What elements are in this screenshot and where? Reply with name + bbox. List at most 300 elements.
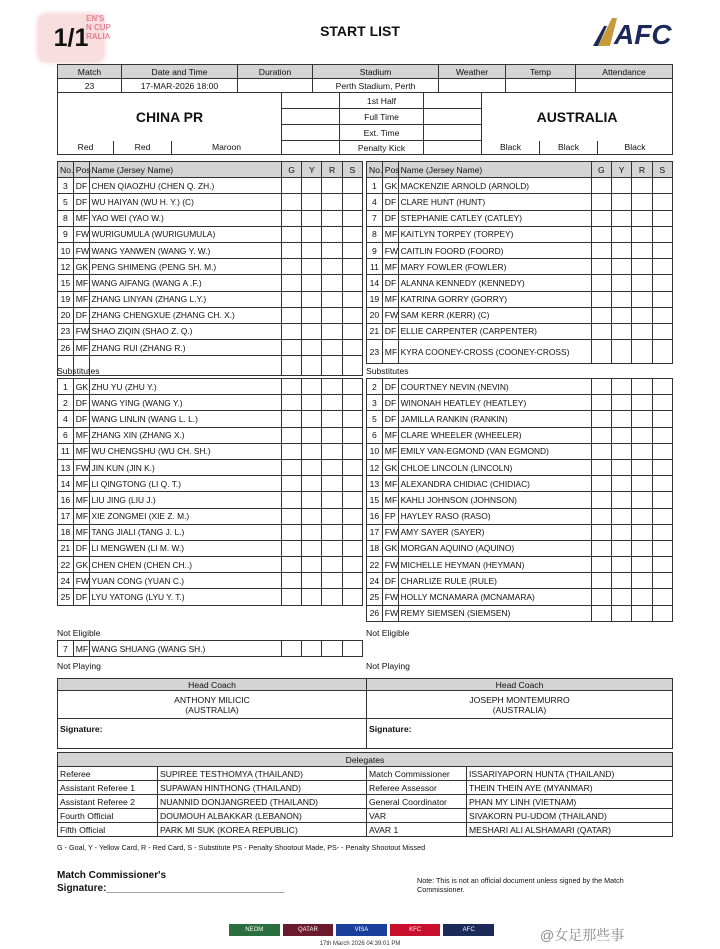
- stat-cell: [591, 340, 611, 364]
- home-team-name: CHINA PR: [58, 93, 282, 141]
- stat-cell: [611, 589, 631, 605]
- player-position: DF: [73, 395, 89, 411]
- player-name: ZHANG CHENGXUE (ZHANG CH. X.): [89, 307, 281, 323]
- stat-cell: [652, 557, 672, 573]
- player-name: XIE ZONGMEI (XIE Z. M.): [89, 508, 281, 524]
- player-row: [367, 411, 673, 427]
- player-name: CAITLIN FOORD (FOORD): [398, 242, 591, 258]
- stat-cell: [281, 573, 301, 589]
- player-row: [58, 589, 363, 605]
- player-number: 11: [58, 443, 74, 459]
- stat-cell: [302, 641, 322, 657]
- home-coach-country: (AUSTRALIA): [185, 704, 239, 715]
- player-row: [58, 307, 363, 323]
- delegate-name: SIVAKORN PU-UDOM (THAILAND): [467, 809, 673, 823]
- player-name: WANG YANWEN (WANG Y. W.): [89, 242, 281, 258]
- player-name: SHAO ZIQIN (SHAO Z. Q.): [89, 323, 281, 339]
- away-substitutes-label: Substitutes: [366, 366, 409, 376]
- stat-cell: [591, 178, 611, 194]
- stat-cell: [281, 492, 301, 508]
- player-number: 2: [367, 379, 383, 395]
- player-position: DF: [73, 589, 89, 605]
- stat-cell: [322, 356, 342, 376]
- player-name: CHEN QIAOZHU (CHEN Q. ZH.): [89, 178, 281, 194]
- player-row: [367, 340, 673, 364]
- player-number: 3: [58, 178, 74, 194]
- stat-cell: [652, 492, 672, 508]
- stat-cell: [611, 194, 631, 210]
- stat-cell: [342, 524, 362, 540]
- match-number: 23: [58, 79, 122, 93]
- player-row: [58, 427, 363, 443]
- stat-cell: [632, 242, 652, 258]
- delegate-role: AVAR 1: [367, 823, 467, 837]
- away-team-name: AUSTRALIA: [482, 93, 673, 141]
- player-number: 11: [367, 259, 383, 275]
- stat-cell: [322, 427, 342, 443]
- stat-cell: [281, 210, 301, 226]
- stat-cell: [342, 340, 362, 356]
- stat-cell: [281, 226, 301, 242]
- stat-cell: [342, 508, 362, 524]
- delegate-name: ISSARIYAPORN HUNTA (THAILAND): [467, 767, 673, 781]
- match-info-table: [57, 64, 673, 93]
- stat-cell: [591, 589, 611, 605]
- stat-cell: [302, 459, 322, 475]
- col-header-5: R: [322, 162, 342, 178]
- stat-cell: [322, 340, 342, 356]
- stat-cell: [342, 356, 362, 376]
- stat-cell: [652, 178, 672, 194]
- player-row: [58, 641, 363, 657]
- player-number: 23: [58, 323, 74, 339]
- delegate-role: Fifth Official: [58, 823, 158, 837]
- delegate-name: SUPAWAN HINTHONG (THAILAND): [158, 781, 367, 795]
- stat-cell: [591, 427, 611, 443]
- stat-cell: [652, 210, 672, 226]
- player-number: 1: [58, 379, 74, 395]
- stat-cell: [342, 395, 362, 411]
- player-position: FW: [382, 524, 398, 540]
- legend-text: G - Goal, Y - Yellow Card, R - Red Card, S - Substitute PS - Penalty Shootout Made, PS- - Penalty Shootout Missed: [57, 843, 426, 852]
- competition-logo: EN'S N CUP RALIA: [86, 14, 111, 41]
- player-row: [367, 226, 673, 242]
- header-attendance: Attendance: [576, 65, 673, 79]
- delegate-role: Assistant Referee 2: [58, 795, 158, 809]
- player-position: FW: [382, 589, 398, 605]
- stat-cell: [322, 379, 342, 395]
- header-date: Date and Time: [122, 65, 238, 79]
- stat-cell: [342, 242, 362, 258]
- stat-cell: [611, 443, 631, 459]
- player-row: [58, 573, 363, 589]
- player-position: DF: [382, 379, 398, 395]
- stat-cell: [652, 340, 672, 364]
- player-name: PENG SHIMENG (PENG SH. M.): [89, 259, 281, 275]
- stat-cell: [322, 194, 342, 210]
- stat-cell: [322, 323, 342, 339]
- stat-cell: [632, 340, 652, 364]
- away-kit-socks: Black: [598, 141, 673, 155]
- stat-cell: [591, 395, 611, 411]
- stat-cell: [611, 178, 631, 194]
- stat-cell: [632, 459, 652, 475]
- home-signature-label: Signature:: [58, 719, 367, 749]
- stat-cell: [302, 379, 322, 395]
- stat-cell: [302, 573, 322, 589]
- stat-cell: [591, 242, 611, 258]
- stat-cell: [342, 226, 362, 242]
- player-position: MF: [73, 508, 89, 524]
- delegate-role: General Coordinator: [367, 795, 467, 809]
- stat-cell: [302, 226, 322, 242]
- player-number: 10: [58, 242, 74, 258]
- col-header-1: Pos: [382, 162, 398, 178]
- stat-cell: [322, 459, 342, 475]
- player-name: KAITLYN TORPEY (TORPEY): [398, 226, 591, 242]
- stat-cell: [652, 508, 672, 524]
- stat-cell: [342, 573, 362, 589]
- player-name: KAHLI JOHNSON (JOHNSON): [398, 492, 591, 508]
- stat-cell: [302, 557, 322, 573]
- stat-cell: [632, 178, 652, 194]
- stat-cell: [302, 476, 322, 492]
- stat-cell: [611, 291, 631, 307]
- player-row: [367, 307, 673, 323]
- player-row: [58, 540, 363, 556]
- stat-cell: [302, 427, 322, 443]
- stat-cell: [611, 307, 631, 323]
- delegates-header: Delegates: [58, 753, 673, 767]
- stat-cell: [611, 492, 631, 508]
- delegate-name: THEIN THEIN AYE (MYANMAR): [467, 781, 673, 795]
- away-not-eligible-label: Not Eligible: [366, 628, 410, 638]
- player-position: FW: [73, 459, 89, 475]
- player-position: FP: [382, 508, 398, 524]
- player-position: MF: [382, 340, 398, 364]
- player-number: 6: [58, 427, 74, 443]
- player-number: 12: [367, 459, 383, 475]
- stat-cell: [611, 524, 631, 540]
- player-number: 18: [58, 524, 74, 540]
- player-number: 24: [58, 573, 74, 589]
- stat-cell: [302, 210, 322, 226]
- stat-cell: [302, 443, 322, 459]
- stat-cell: [302, 259, 322, 275]
- stat-cell: [652, 323, 672, 339]
- player-number: 17: [58, 508, 74, 524]
- stat-cell: [591, 492, 611, 508]
- player-number: 3: [367, 395, 383, 411]
- stat-cell: [342, 557, 362, 573]
- player-number: 19: [58, 291, 74, 307]
- stat-cell: [611, 340, 631, 364]
- stat-cell: [652, 589, 672, 605]
- player-name: MACKENZIE ARNOLD (ARNOLD): [398, 178, 591, 194]
- stat-cell: [342, 307, 362, 323]
- stat-cell: [632, 557, 652, 573]
- header-weather: Weather: [439, 65, 506, 79]
- player-row: [367, 540, 673, 556]
- player-row: [58, 443, 363, 459]
- player-number: 4: [367, 194, 383, 210]
- stat-cell: [342, 476, 362, 492]
- player-row: [367, 259, 673, 275]
- stat-cell: [632, 524, 652, 540]
- player-position: GK: [382, 178, 398, 194]
- stat-cell: [281, 540, 301, 556]
- stat-cell: [342, 210, 362, 226]
- stat-cell: [632, 508, 652, 524]
- player-number: 25: [58, 589, 74, 605]
- player-row: [367, 242, 673, 258]
- stat-cell: [591, 605, 611, 621]
- delegate-name: NUANNID DONJANGREED (THAILAND): [158, 795, 367, 809]
- player-position: DF: [73, 307, 89, 323]
- delegate-row: [58, 809, 673, 823]
- stat-cell: [632, 379, 652, 395]
- away-kit-shirt: Black: [482, 141, 540, 155]
- player-name: CHLOE LINCOLN (LINCOLN): [398, 459, 591, 475]
- stat-cell: [281, 379, 301, 395]
- stat-cell: [611, 459, 631, 475]
- stat-cell: [281, 194, 301, 210]
- stat-cell: [611, 508, 631, 524]
- player-position: FW: [73, 573, 89, 589]
- player-name: EMILY VAN-EGMOND (VAN EGMOND): [398, 443, 591, 459]
- player-number: 13: [367, 476, 383, 492]
- stat-cell: [611, 557, 631, 573]
- player-row: [58, 259, 363, 275]
- stat-cell: [591, 476, 611, 492]
- stat-cell: [632, 443, 652, 459]
- away-subs-table: [366, 378, 673, 622]
- player-number: 22: [58, 557, 74, 573]
- player-number: 21: [367, 323, 383, 339]
- player-position: DF: [73, 540, 89, 556]
- teams-table: [57, 92, 673, 155]
- sponsor-qatar: QATAR: [283, 924, 334, 936]
- afc-logo: [590, 12, 672, 50]
- stat-cell: [281, 178, 301, 194]
- player-number: 25: [367, 589, 383, 605]
- player-name: [89, 356, 281, 376]
- stat-cell: [322, 307, 342, 323]
- header-temp: Temp: [506, 65, 576, 79]
- player-position: GK: [382, 540, 398, 556]
- stat-cell: [611, 427, 631, 443]
- stat-cell: [632, 323, 652, 339]
- match-stadium: Perth Stadium, Perth: [313, 79, 439, 93]
- stat-cell: [652, 291, 672, 307]
- stat-cell: [281, 524, 301, 540]
- player-name: ALEXANDRA CHIDIAC (CHIDIAC): [398, 476, 591, 492]
- player-number: 9: [367, 242, 383, 258]
- stat-cell: [322, 524, 342, 540]
- away-coach-header: Head Coach: [367, 679, 673, 691]
- player-name: KATRINA GORRY (GORRY): [398, 291, 591, 307]
- stat-cell: [591, 259, 611, 275]
- player-number: 9: [58, 226, 74, 242]
- player-number: 20: [58, 307, 74, 323]
- player-position: MF: [73, 340, 89, 356]
- stat-cell: [322, 291, 342, 307]
- player-position: DF: [73, 194, 89, 210]
- stat-cell: [652, 275, 672, 291]
- stat-cell: [652, 443, 672, 459]
- player-row: [367, 524, 673, 540]
- stat-cell: [591, 307, 611, 323]
- player-row: [367, 427, 673, 443]
- home-coach-name: ANTHONY MILICIC: [174, 694, 250, 705]
- player-name: MORGAN AQUINO (AQUINO): [398, 540, 591, 556]
- stat-cell: [342, 323, 362, 339]
- header-duration: Duration: [238, 65, 313, 79]
- stat-cell: [302, 492, 322, 508]
- stat-cell: [632, 411, 652, 427]
- player-row: [367, 459, 673, 475]
- stat-cell: [281, 508, 301, 524]
- svg-text:AFC: AFC: [614, 19, 672, 50]
- away-coach-country: (AUSTRALIA): [492, 704, 547, 715]
- stat-cell: [591, 226, 611, 242]
- player-row: [367, 476, 673, 492]
- delegate-role: Referee Assessor: [367, 781, 467, 795]
- player-number: 16: [58, 492, 74, 508]
- player-row: [367, 291, 673, 307]
- stat-cell: [322, 226, 342, 242]
- player-number: 22: [367, 557, 383, 573]
- player-position: MF: [382, 476, 398, 492]
- stat-cell: [632, 605, 652, 621]
- player-name: YAO WEI (YAO W.): [89, 210, 281, 226]
- coaches-table: [57, 678, 673, 749]
- player-number: 21: [58, 540, 74, 556]
- player-position: DF: [382, 573, 398, 589]
- watermark: @女足那些事: [540, 927, 625, 943]
- player-row: [367, 323, 673, 339]
- stat-cell: [322, 492, 342, 508]
- player-position: MF: [73, 275, 89, 291]
- delegate-name: PHAN MY LINH (VIETNAM): [467, 795, 673, 809]
- stat-cell: [591, 323, 611, 339]
- player-position: MF: [73, 427, 89, 443]
- stat-cell: [281, 411, 301, 427]
- stat-cell: [342, 589, 362, 605]
- player-row: [58, 411, 363, 427]
- stat-cell: [281, 242, 301, 258]
- player-name: ZHANG RUI (ZHANG R.): [89, 340, 281, 356]
- stat-cell: [281, 589, 301, 605]
- player-row: [367, 443, 673, 459]
- player-row: [367, 573, 673, 589]
- stat-cell: [322, 589, 342, 605]
- player-position: FW: [73, 323, 89, 339]
- player-position: MF: [382, 443, 398, 459]
- stat-cell: [591, 524, 611, 540]
- col-header-3: G: [281, 162, 301, 178]
- player-row: [367, 492, 673, 508]
- stat-cell: [632, 226, 652, 242]
- stat-cell: [652, 605, 672, 621]
- stat-cell: [281, 641, 301, 657]
- home-not-eligible-table: [57, 640, 363, 657]
- stat-cell: [302, 356, 322, 376]
- player-name: ELLIE CARPENTER (CARPENTER): [398, 323, 591, 339]
- stat-cell: [591, 275, 611, 291]
- player-number: 6: [367, 427, 383, 443]
- player-position: FW: [382, 605, 398, 621]
- delegate-name: MESHARI ALI ALSHAMARI (QATAR): [467, 823, 673, 837]
- player-name: WURIGUMULA (WURIGUMULA): [89, 226, 281, 242]
- player-row: [58, 459, 363, 475]
- stat-cell: [322, 508, 342, 524]
- stat-cell: [281, 307, 301, 323]
- stat-cell: [632, 259, 652, 275]
- player-name: TANG JIALI (TANG J. L.): [89, 524, 281, 540]
- stat-cell: [322, 641, 342, 657]
- sponsor-kfc: KFC: [390, 924, 441, 936]
- stat-cell: [302, 589, 322, 605]
- stat-cell: [322, 395, 342, 411]
- stat-cell: [322, 242, 342, 258]
- stat-cell: [342, 291, 362, 307]
- away-coach-name: JOSEPH MONTEMURRO: [469, 694, 570, 705]
- player-row: [367, 557, 673, 573]
- stat-cell: [652, 194, 672, 210]
- col-header-3: G: [591, 162, 611, 178]
- stat-cell: [302, 508, 322, 524]
- player-name: MARY FOWLER (FOWLER): [398, 259, 591, 275]
- player-number: 5: [58, 194, 74, 210]
- home-coach-header: Head Coach: [58, 679, 367, 691]
- stat-cell: [302, 178, 322, 194]
- stat-cell: [652, 379, 672, 395]
- player-position: MF: [73, 210, 89, 226]
- delegate-row: [58, 781, 673, 795]
- stat-cell: [652, 427, 672, 443]
- stat-cell: [652, 476, 672, 492]
- stat-cell: [302, 411, 322, 427]
- stat-cell: [632, 307, 652, 323]
- player-position: GK: [73, 259, 89, 275]
- stat-cell: [591, 459, 611, 475]
- stat-cell: [652, 524, 672, 540]
- col-header-2: Name (Jersey Name): [89, 162, 281, 178]
- player-number: 26: [58, 340, 74, 356]
- player-row: [58, 178, 363, 194]
- stat-cell: [342, 194, 362, 210]
- player-position: DF: [382, 411, 398, 427]
- player-row: [58, 524, 363, 540]
- header-match: Match: [58, 65, 122, 79]
- player-number: 23: [367, 340, 383, 364]
- stat-cell: [652, 411, 672, 427]
- stat-cell: [632, 573, 652, 589]
- player-row: [367, 605, 673, 621]
- player-position: MF: [382, 291, 398, 307]
- stat-cell: [342, 178, 362, 194]
- player-name: CHEN CHEN (CHEN CH..): [89, 557, 281, 573]
- player-position: DF: [73, 411, 89, 427]
- stat-cell: [611, 379, 631, 395]
- stat-cell: [322, 557, 342, 573]
- away-starters-table: [366, 161, 673, 364]
- player-name: ALANNA KENNEDY (KENNEDY): [398, 275, 591, 291]
- delegate-role: Match Commissioner: [367, 767, 467, 781]
- stat-cell: [342, 259, 362, 275]
- stat-cell: [281, 259, 301, 275]
